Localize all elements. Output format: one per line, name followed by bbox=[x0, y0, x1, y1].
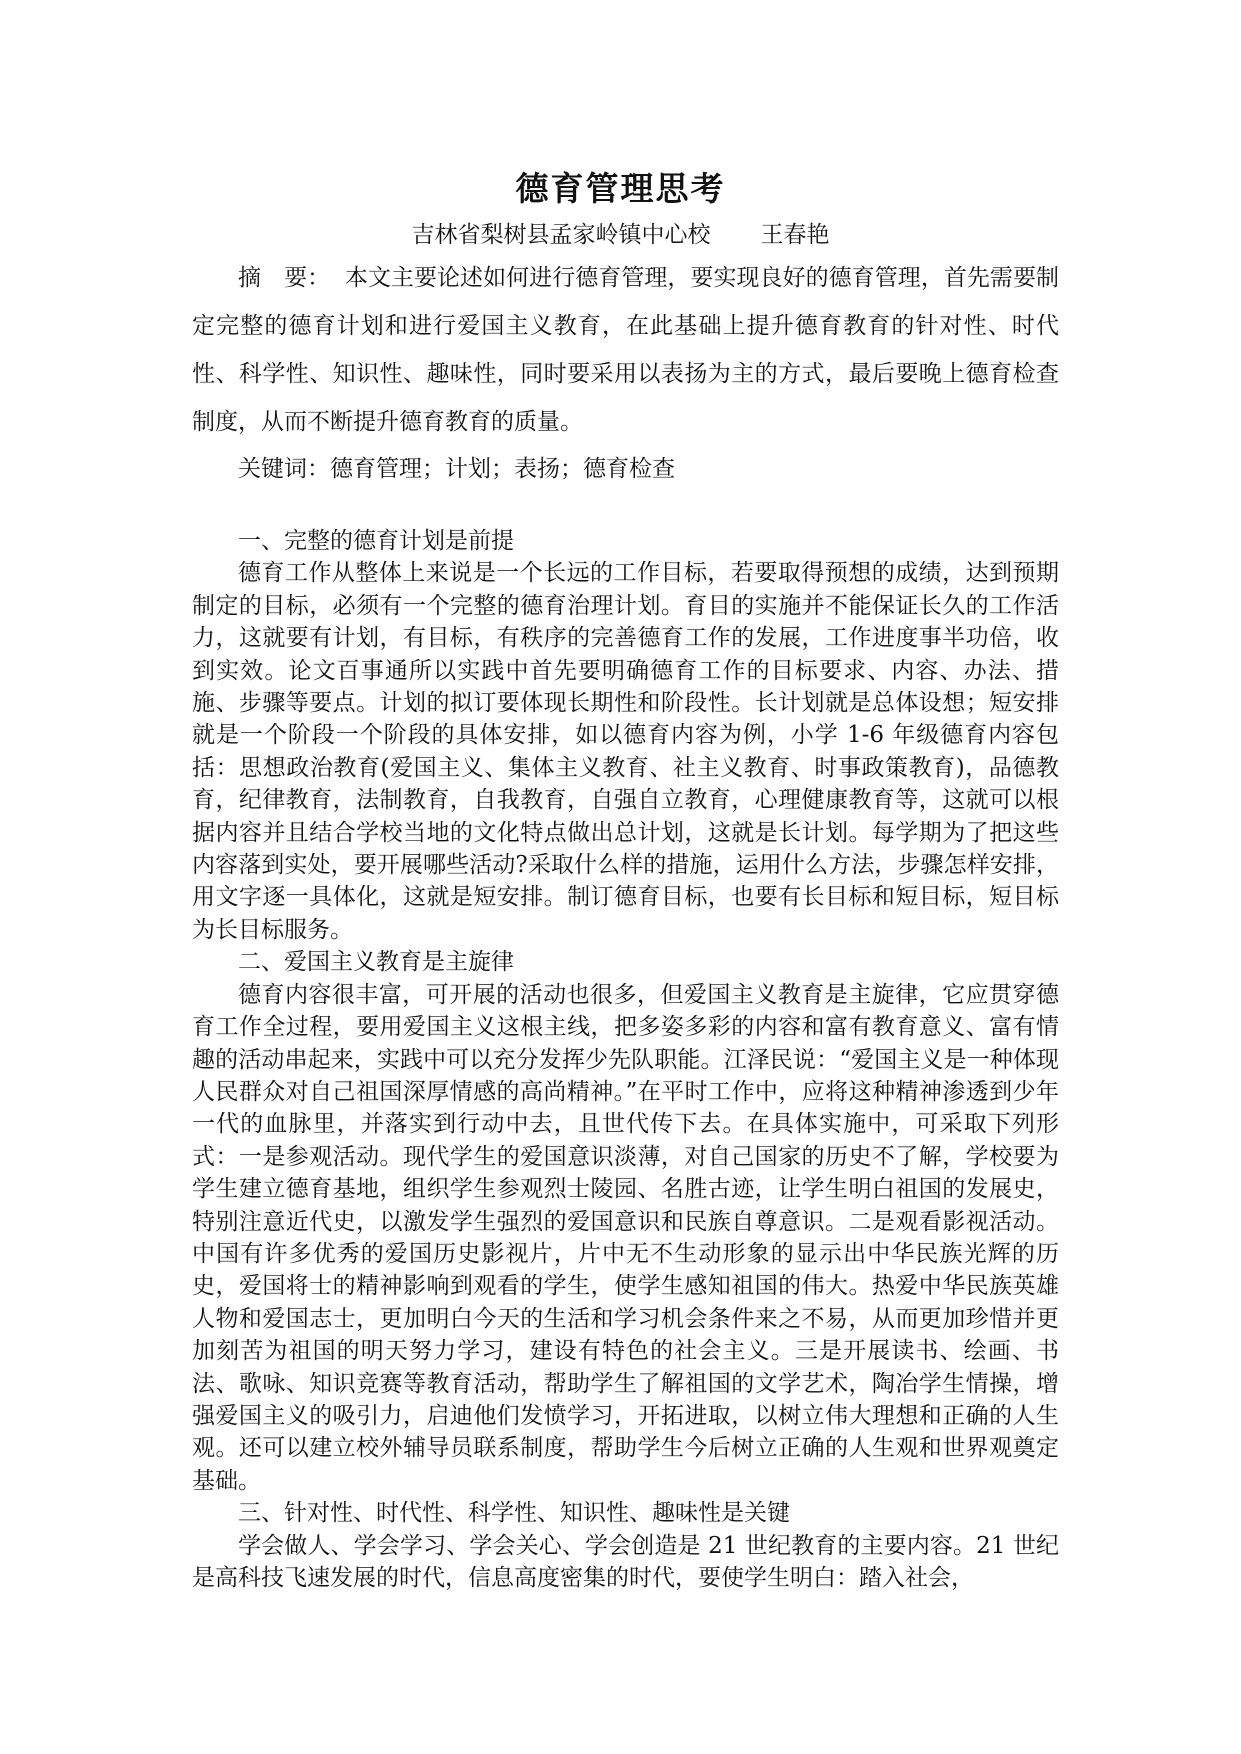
section-paragraph-3: 学会做人、学会学习、学会关心、学会创造是 21 世纪教育的主要内容。21 世纪是高科技飞速发展的时代，信息高度密集的时代，要使学生明白：踏入社会， bbox=[192, 1532, 1059, 1591]
author-school: 吉林省梨树县孟家岭镇中心校 bbox=[411, 222, 711, 248]
section-heading-2: 二、爱国主义教育是主旋律 bbox=[238, 949, 514, 976]
keywords-text: 德育管理；计划；表扬；德育检查 bbox=[330, 456, 675, 482]
section-paragraph-2: 德育内容很丰富，可开展的活动也很多，但爱国主义教育是主旋律，它应贯穿德育工作全过程，要用爱国主义这根主线，把多姿多彩的内容和富有教育意义、富有情趣的活动串起来，实践中可以充分发挥少先队职能。江泽民说：“爱国主义是一种体现人民群众对自己祖国深厚情感的高尚精神。”在平时工作中，应将这种精神渗透到少年一代的血脉里，并落实到行动中去，且世代传下去。在具体实施中，可采取下列形式：一是参观活动。现代学生的爱国意识淡薄，对自己国家的历史不了解，学校要为学生建立德育基地，组织学生参观烈士陵园、名胜古迹，让学生明白祖国的发展史，特别注意近代史，以激发学生强烈的爱国意识和民族自尊意识。二是观看影视活动。中国有许多优秀的爱国历史影视片，片中无不生动形象的显示出中华民族光辉的历史，爱国将士的精神影响到观看的学生，使学生感知祖国的伟大。热爱中华民族英雄人物和爱国志士，更加明白今天的生活和学习机会条件来之不易，从而更加珍惜并更加刻苦为祖国的明天努力学习，建设有特色的社会主义。三是开展读书、绘画、书法、歌咏、知识竞赛等教育活动，帮助学生了解祖国的文学艺术，陶冶学生情操，增强爱国主义的吸引力，启迪他们发愤学习，开拓进取，以树立伟大理想和正确的人生观。还可以建立校外辅导员联系制度，帮助学生今后树立正确的人生观和世界观奠定基础。 bbox=[192, 981, 1059, 1494]
author-name: 王春艳 bbox=[760, 222, 830, 248]
section-paragraph-1: 德育工作从整体上来说是一个长远的工作目标，若要取得预想的成绩，达到预期制定的目标，必须有一个完整的德育治理计划。育目的实施并不能保证长久的工作活力，这就要有计划，有目标，有秩序的完善德育工作的发展，工作进度事半功倍，收到实效。论文百事通所以实践中首先要明确德育工作的目标要求、内容、办法、措施、步骤等要点。计划的拟订要体现长期性和阶段性。长计划就是总体设想；短安排就是一个阶段一个阶段的具体安排，如以德育内容为例，小学 1-6 年级德育内容包括：思想政治教育(爱国主义、集体主义教育、社主义教育、时事政策教育)，品德教育，纪律教育，法制教育，自我教育，自强自立教育，心理健康教育等，这就可以根据内容并且结合学校当地的文化特点做出总计划，这就是长计划。每学期为了把这些内容落到实处，要开展哪些活动?采取什么样的措施，运用什么方法，步骤怎样安排，用文字逐一具体化，这就是短安排。制订德育目标，也要有长目标和短目标，短目标为长目标服务。 bbox=[192, 560, 1059, 943]
page-title: 德育管理思考 bbox=[515, 169, 726, 208]
abstract bbox=[192, 254, 1059, 446]
author-line bbox=[0, 216, 1241, 249]
abstract-text: 本文主要论述如何进行德育管理，要实现良好的德育管理，首先需要制定完整的德育计划和进行爱国主义教育，在此基础上提升德育教育的针对性、时代性、科学性、知识性、趣味性，同时要采用以表扬为主的方式，最后要晚上德育检查制度，从而不断提升德育教育的质量。 bbox=[192, 265, 1060, 435]
section-heading-3: 三、针对性、时代性、科学性、知识性、趣味性是关键 bbox=[238, 1500, 790, 1527]
abstract-label: 摘 要： bbox=[238, 265, 331, 291]
keywords-label: 关键词： bbox=[238, 456, 330, 482]
article-body bbox=[192, 525, 1059, 1594]
keywords bbox=[238, 450, 1058, 483]
section-heading-1: 一、完整的德育计划是前提 bbox=[238, 528, 514, 554]
